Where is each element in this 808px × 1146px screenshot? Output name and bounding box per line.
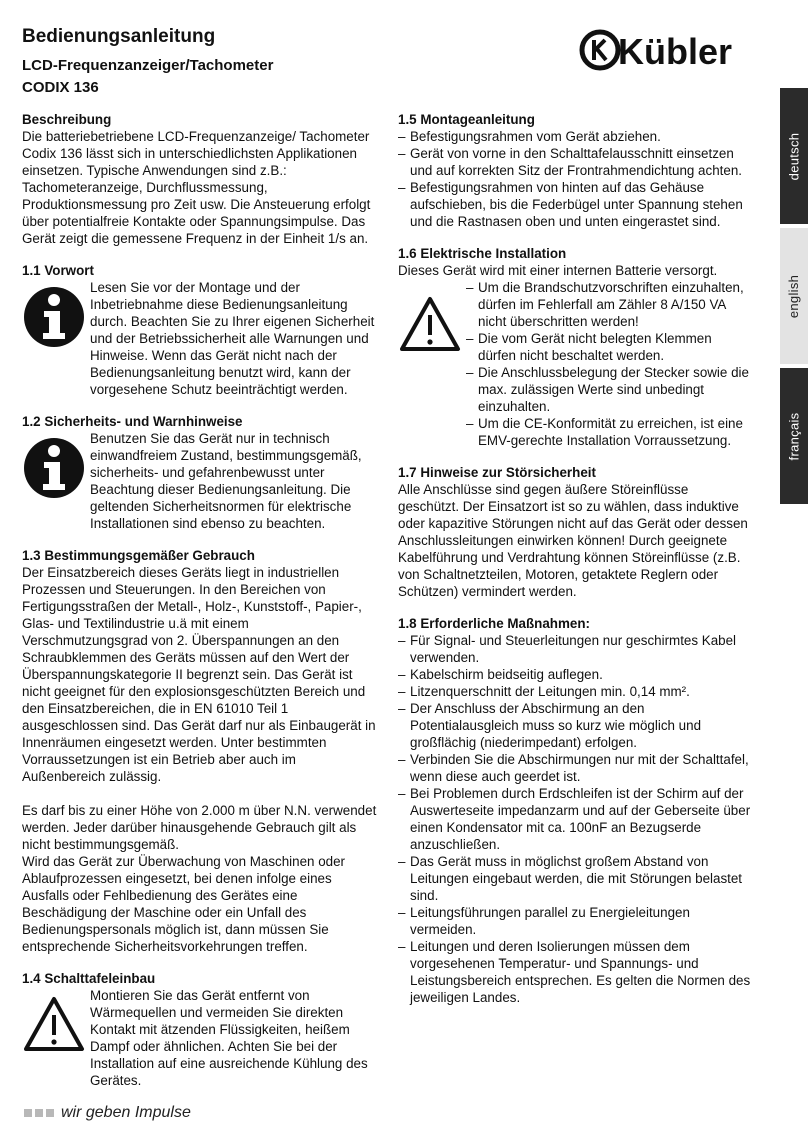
list-item: – Verbinden Sie die Abschirmungen nur mit der Schalttafel, wenn diese auch geerdet ist. <box>398 752 749 784</box>
list-item: – Leitungen und deren Isolierungen müssen dem vorgesehenen Temperatur- und Spannungs- und Leistungsbereich entsprechen. Es gelten die Normen des jeweiligen Landes. <box>398 939 751 1005</box>
section-vorwort <box>22 262 377 398</box>
left-column <box>22 111 377 1104</box>
list-item: – Leitungsführungen parallel zu Energieleitungen vermeiden. <box>398 905 690 937</box>
list-item: – Um die CE-Konformität zu erreichen, ist eine EMV-gerechte Installation Vorraussetzung. <box>466 416 743 448</box>
footer-square-icon <box>24 1109 32 1117</box>
footer-square-icon <box>35 1109 43 1117</box>
section-text: Wird das Gerät zur Überwachung von Maschinen oder Ablaufprozessen eingesetzt, bei denen infolge eines Ausfalls oder Fehlbedienung des Gerätes eine Beschädigung der Maschine oder ein Unfall des Bedienungspersonals möglich ist, dann müssen Sie entsprechende Sicherheitsvorkehrungen treffen. <box>22 854 346 954</box>
list-item: – Litzenquerschnitt der Leitungen min. 0,14 mm². <box>398 684 690 699</box>
section-beschreibung <box>22 111 377 247</box>
section-title: 1.8 Erforderliche Maßnahmen: <box>398 616 590 631</box>
document-header <box>22 26 273 97</box>
section-text: Der Einsatzbereich dieses Geräts liegt in industriellen Prozessen und Steuerungen. In den Bereichen von Fertigungsstraßen der Metall-, Holz-, Kunststoff-, Papier-, Glas- und Textilindustrie u.ä mit einem Verschmutzungsgrad von 2. Überspannungen an den Schraubklemmen des Geräts müssen auf den Wert der Überspannungskategorie II begrenzt sein. Das Gerät ist nicht geeignet für den explosionsgeschützten Bereich und den Einsatzbereichen, die in EN 61010 Teil 1 ausgeschlossen sind. Das Gerät darf nur als Einbaugerät in Innenräumen eingesetzt werden. Unter bestimmten Vorraussetzungen ist ein Betrieb aber auch im Außenbereich zulässig. <box>22 565 376 784</box>
info-icon <box>22 436 86 500</box>
section-text: Montieren Sie das Gerät entfernt von Wärmequellen und vermeiden Sie direkten Kontakt mit ätzenden Flüssigkeiten, heißem Dampf oder ähnlichen. Achten Sie bei der Installation auf eine ausreichende Kühlung des Gerätes. <box>90 988 368 1088</box>
logo-wordmark: Kübler <box>618 31 733 72</box>
section-schalttafel <box>22 970 377 1089</box>
list-item: – Gerät von vorne in den Schalttafelausschnitt einsetzen und auf korrekten Sitz der Frontrahmendichtung achten. <box>398 146 742 178</box>
footer-square-icon <box>46 1109 54 1117</box>
document-subtitle: LCD-Frequenzanzeiger/Tachometer <box>22 57 274 74</box>
tab-english[interactable]: english <box>780 228 808 364</box>
tab-francais[interactable]: français <box>780 368 808 504</box>
info-icon <box>22 285 86 349</box>
warning-icon <box>22 993 86 1057</box>
section-stoersicherheit <box>398 464 753 600</box>
right-column <box>398 111 753 1021</box>
footer-slogan: wir geben Impulse <box>61 1104 191 1121</box>
section-title: 1.5 Montageanleitung <box>398 112 535 127</box>
section-title: 1.4 Schalttafeleinbau <box>22 971 156 986</box>
list-item: – Der Anschluss der Abschirmung an den Potentialausgleich muss so kurz wie möglich und großflächig (niederimpedant) erfolgen. <box>398 701 702 750</box>
language-tabs <box>780 88 808 508</box>
section-text: Dieses Gerät wird mit einer internen Batterie versorgt. <box>398 263 718 278</box>
section-title: 1.7 Hinweise zur Störsicherheit <box>398 465 596 480</box>
list-item: – Die Anschlussbelegung der Stecker sowie die max. zulässigen Werte sind unbedingt einzuhalten. <box>466 365 749 414</box>
section-title: 1.2 Sicherheits- und Warnhinweise <box>22 414 243 429</box>
section-montage <box>398 111 753 230</box>
model-name: CODIX 136 <box>22 79 99 96</box>
section-title: Beschreibung <box>22 112 112 127</box>
tab-deutsch[interactable]: deutsch <box>780 88 808 224</box>
list-item: – Für Signal- und Steuerleitungen nur geschirmtes Kabel verwenden. <box>398 633 737 665</box>
section-gebrauch <box>22 547 377 955</box>
section-title: 1.3 Bestimmungsgemäßer Gebrauch <box>22 548 255 563</box>
section-text: Lesen Sie vor der Montage und der Inbetriebnahme diese Bedienungsanleitung durch. Beachten Sie zu Ihrer eigenen Sicherheit und der Betriebssicherheit alle Warnungen und Hinweise. Wenn das Gerät nicht nach der Bedienungsanleitung benutzt wird, kann der vorgesehene Schutz beeinträchtigt werden. <box>90 280 375 397</box>
section-title: 1.1 Vorwort <box>22 263 94 278</box>
section-text: Es darf bis zu einer Höhe von 2.000 m über N.N. verwendet werden. Jeder darüber hinausgehende Gebrauch gilt als nicht bestimmungsgemäß. <box>22 803 377 852</box>
section-sicherheit <box>22 413 377 532</box>
list-item: – Kabelschirm beidseitig auflegen. <box>398 667 603 682</box>
list-item: – Das Gerät muss in möglichst großem Abstand von Leitungen eingebaut werden, die mit Störungen belastet sind. <box>398 854 743 903</box>
section-title: 1.6 Elektrische Installation <box>398 246 567 261</box>
list-item: – Befestigungsrahmen von hinten auf das Gehäuse aufschieben, bis die Federbügel unter Spannung stehen und die Rastnasen oben und unten eingerastet sind. <box>398 180 743 229</box>
document-title: Bedienungsanleitung <box>22 26 216 47</box>
section-text: Alle Anschlüsse sind gegen äußere Störeinflüsse geschützt. Der Einsatzort ist so zu wählen, dass induktive oder kapazitive Störungen nicht auf das Gerät oder dessen Anschlussleitungen einwirken können! Durch geeignete Kabelführung und Verdrahtung können Störeinflüsse (z.B. von Schaltnetzteilen, Motoren, getaktete Reglern oder Schützen) vermindert werden. <box>398 482 748 599</box>
section-elektrisch <box>398 245 753 449</box>
kuebler-logo <box>578 26 750 78</box>
list-item: – Befestigungsrahmen vom Gerät abziehen. <box>398 129 661 144</box>
warning-icon <box>398 293 462 357</box>
list-item: – Um die Brandschutzvorschriften einzuhalten, dürfen im Fehlerfall am Zähler 8 A/150 VA nicht überschritten werden! <box>466 280 744 329</box>
list-item: – Die vom Gerät nicht belegten Klemmen dürfen nicht beschaltet werden. <box>466 331 712 363</box>
section-text: Die batteriebetriebene LCD-Frequenzanzeige/ Tachometer Codix 136 lässt sich in unterschiedlichsten Applikationen einsetzen. Typische Anwendungen sind z.B.: Tachometeranzeige, Durchflussmessung, Produktionsmessung pro Zeit usw. Die Ansteuerung erfolgt über potentialfreie Kontakte oder Spannungsimpulse. Das Gerät zeigt die gemessene Frequenz in der Einheit 1/s an. <box>22 129 371 246</box>
section-text: Benutzen Sie das Gerät nur in technisch einwandfreiem Zustand, bestimmungsgemäß, sicherheits- und gefahrenbewusst unter Beachtung dieser Bedienungsanleitung. Die geltenden Sicherheitsnormen für elektrische Installationen sind ebenso zu beachten. <box>90 431 362 531</box>
footer <box>24 1104 191 1122</box>
section-massnahmen <box>398 615 753 1006</box>
list-item: – Bei Problemen durch Erdschleifen ist der Schirm auf der Auswerteseite impedanzarm und auf der Geberseite über einen Kondensator mit ca. 100nF an Bezugserde anzuschließen. <box>398 786 751 852</box>
